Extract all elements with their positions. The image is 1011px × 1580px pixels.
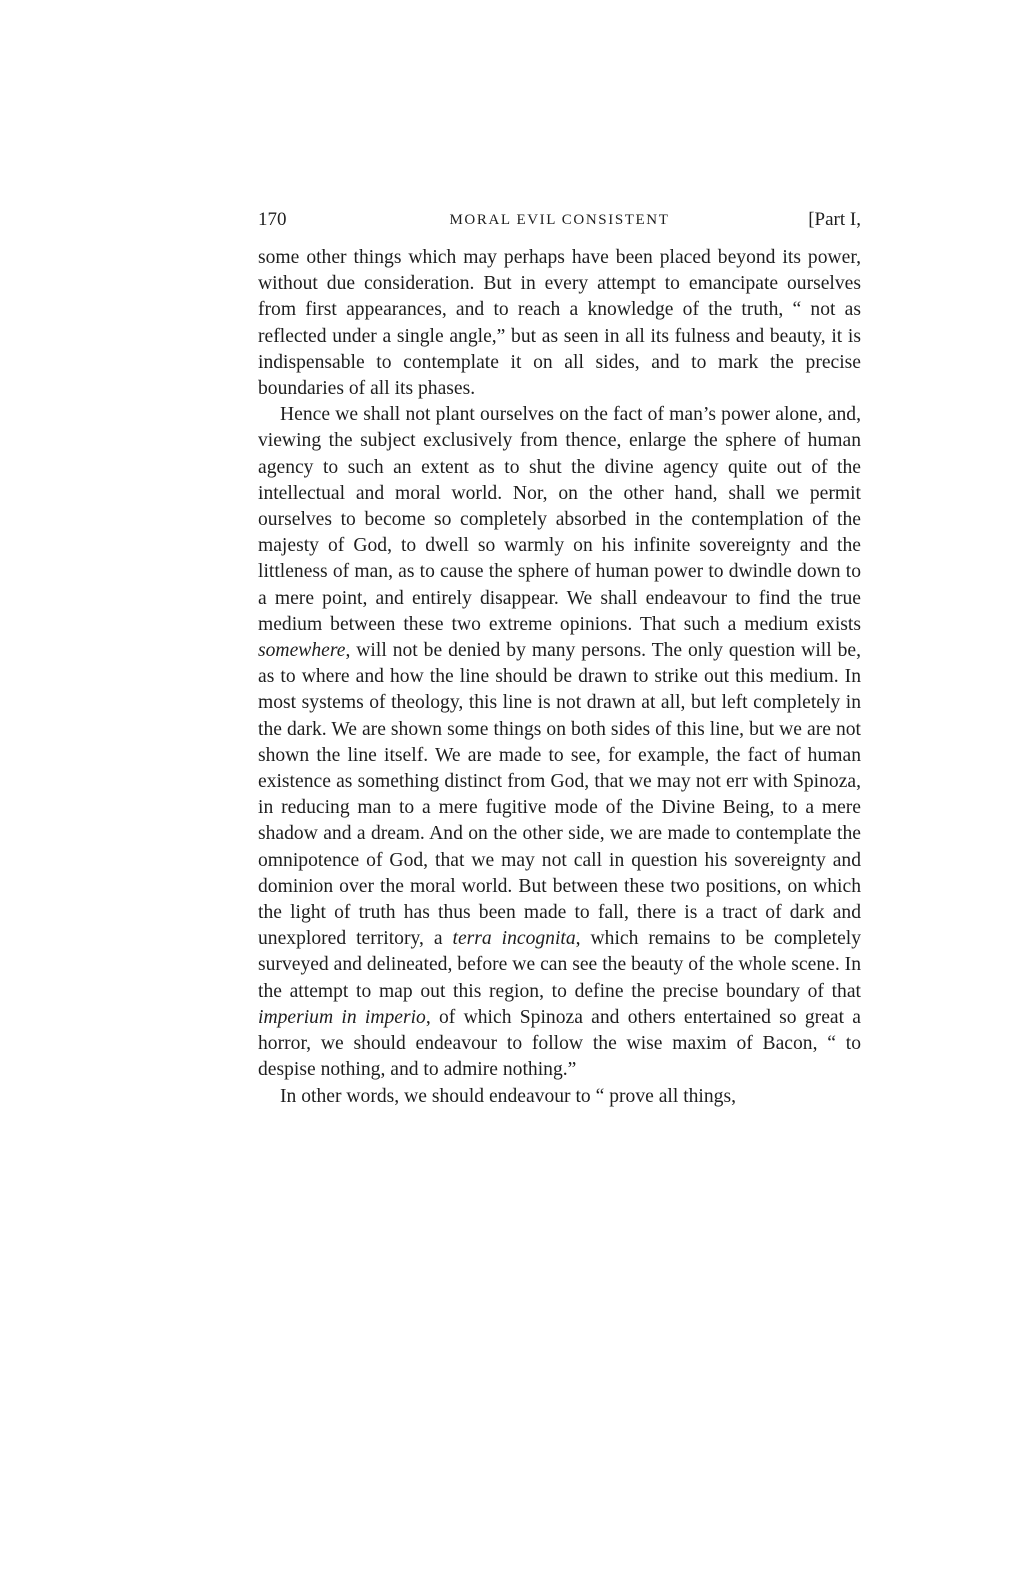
italic-latin-phrase: terra incognita xyxy=(452,928,576,950)
running-head xyxy=(258,205,861,235)
paragraph-hence xyxy=(258,402,861,1083)
paragraph-continued: some other things which may perhaps have been placed beyond its power, without due consideration. But in every attempt to emancipate ourselves from first appearances, and to reach a knowledge of the truth, “ not as reflected under a single angle,” but as seen in all its fulness and beauty, it is indispensable to contemplate it on all sides, and to mark the precise boundaries of all its phases. xyxy=(258,247,861,400)
paragraph-text: , will not be denied by many persons. The only question will be, as to where and how the line should be drawn to strike out this medium. In most systems of theology, this line is not drawn at all, but left completely in the dark. We are shown some things on both sides of this line, but we are not shown the line itself. We are made to see, for example, the fact of human existence as something distinct from God, that we may not err with Spinoza, in reducing man to a mere fugitive mode of the Divine Being, to a mere shadow and a dream. And on the other side, we are made to contemplate the omnipotence of God, that we may not call in question his sovereignty and dominion over the moral world. But between these two positions, on which the light of truth has thus been made to fall, there is a tract of dark and unexplored territory, a xyxy=(258,640,861,950)
paragraph-text: Hence we shall not plant ourselves on the fact of man’s power alone, and, viewing the subject exclusively from thence, enlarge the sphere of human agency to such an extent as to shut the divine agency quite out of the intellectual and moral world. Nor, on the other hand, shall we permit ourselves to become so completely absorbed in the contemplation of the majesty of God, to dwell so warmly on his infinite sovereignty and the littleness of man, as to cause the sphere of human power to dwindle down to a mere point, and entirely disappear. We shall endeavour to find the true medium between these two extreme opinions. That such a medium exists xyxy=(258,404,861,635)
italic-emphasis: somewhere xyxy=(258,640,346,662)
paragraph-text: , which remains to be completely surveyed and delineated, before we can see the beauty of the whole scene. In the attempt to map out this region, to define the precise boundary of that xyxy=(258,928,862,1002)
body-text xyxy=(258,245,861,1110)
paragraph-in-other-words: In other words, we should endeavour to “ prove all things, xyxy=(280,1085,736,1107)
running-title: MORAL EVIL CONSISTENT xyxy=(449,212,670,228)
page-number: 170 xyxy=(258,209,287,230)
book-page xyxy=(258,205,861,1110)
part-label: [Part I, xyxy=(808,209,861,230)
italic-latin-phrase: imperium in imperio xyxy=(258,1006,426,1028)
paragraph-text: , of which Spinoza and others entertained so great a horror, we should endeavour to follow the wise maxim of Bacon, “ to despise nothing, and to admire nothing.” xyxy=(258,1006,861,1081)
